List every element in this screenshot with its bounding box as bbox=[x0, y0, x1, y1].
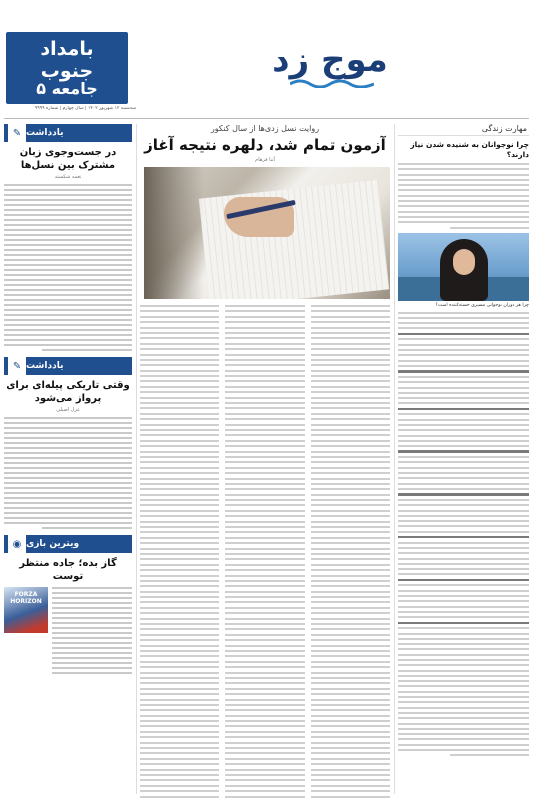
left-column bbox=[4, 124, 132, 794]
game-body bbox=[52, 587, 132, 677]
article-kicker: روایت نسل زدی‌ها از سال کنکور bbox=[210, 124, 320, 133]
main-article bbox=[140, 124, 390, 794]
logo bbox=[250, 40, 410, 84]
note-1-author: نغمه شکسته bbox=[54, 174, 82, 180]
exam-photo bbox=[144, 167, 390, 299]
photo-caption: چرا هر دوران نوجوانی مسیری خسته‌کننده است؟ bbox=[435, 302, 529, 308]
right-column bbox=[398, 124, 529, 794]
header-rule bbox=[4, 118, 529, 119]
article-body-column bbox=[225, 305, 304, 800]
right-section-label: مهارت زندگی bbox=[398, 124, 529, 136]
section-number: جامعه ۵ bbox=[36, 79, 98, 98]
book-icon: ✎ bbox=[8, 124, 26, 142]
game-cover-image bbox=[4, 587, 48, 633]
masthead-brand: بامداد جنوب bbox=[40, 38, 94, 82]
column-divider bbox=[394, 124, 395, 794]
wave-icon bbox=[290, 78, 374, 88]
note-tag-2 bbox=[4, 357, 132, 375]
game-cover-label: FORZA HORIZON bbox=[10, 591, 42, 605]
game-tag-label: ویترین بازی bbox=[26, 539, 80, 549]
logo-text: موج زد bbox=[272, 40, 388, 80]
teen-portrait-photo bbox=[398, 233, 529, 301]
right-article-body bbox=[398, 312, 529, 757]
game-tag bbox=[4, 535, 132, 553]
game-title: گاز بده؛ جاده منتظر توست bbox=[19, 558, 117, 582]
note-tag-1 bbox=[4, 124, 132, 142]
article-body-column bbox=[140, 305, 219, 800]
note-2-body bbox=[4, 417, 132, 529]
masthead-box bbox=[6, 32, 128, 104]
article-body-column bbox=[311, 305, 390, 800]
gamepad-icon: ◉ bbox=[8, 535, 26, 553]
right-article-lead bbox=[398, 163, 529, 229]
note-tag-label: یادداشت bbox=[26, 361, 64, 371]
note-tag-label: یادداشت bbox=[26, 128, 64, 138]
article-byline: آتنا فرهام bbox=[255, 157, 275, 163]
note-2-author: غزل اصیلی bbox=[56, 407, 80, 413]
note-1-title: در جست‌وجوی زبان مشترک بین نسل‌ها bbox=[19, 147, 117, 171]
note-2-title: وقتی تاریکی پیله‌ای برای پرواز می‌شود bbox=[6, 380, 130, 404]
masthead-meta: سه‌شنبه ۱۲ شهریور ۱۴۰۲ | سال چهارم | شماره ۹۹۹۹ bbox=[34, 106, 136, 111]
book-icon: ✎ bbox=[8, 357, 26, 375]
article-body bbox=[140, 305, 390, 800]
note-1-body bbox=[4, 184, 132, 351]
column-divider bbox=[136, 124, 137, 794]
article-headline: آزمون تمام شد، دلهره نتیجه آغاز bbox=[144, 136, 386, 154]
right-article-title: چرا نوجوانان به شنیده شدن نیاز دارند؟ bbox=[410, 140, 529, 159]
